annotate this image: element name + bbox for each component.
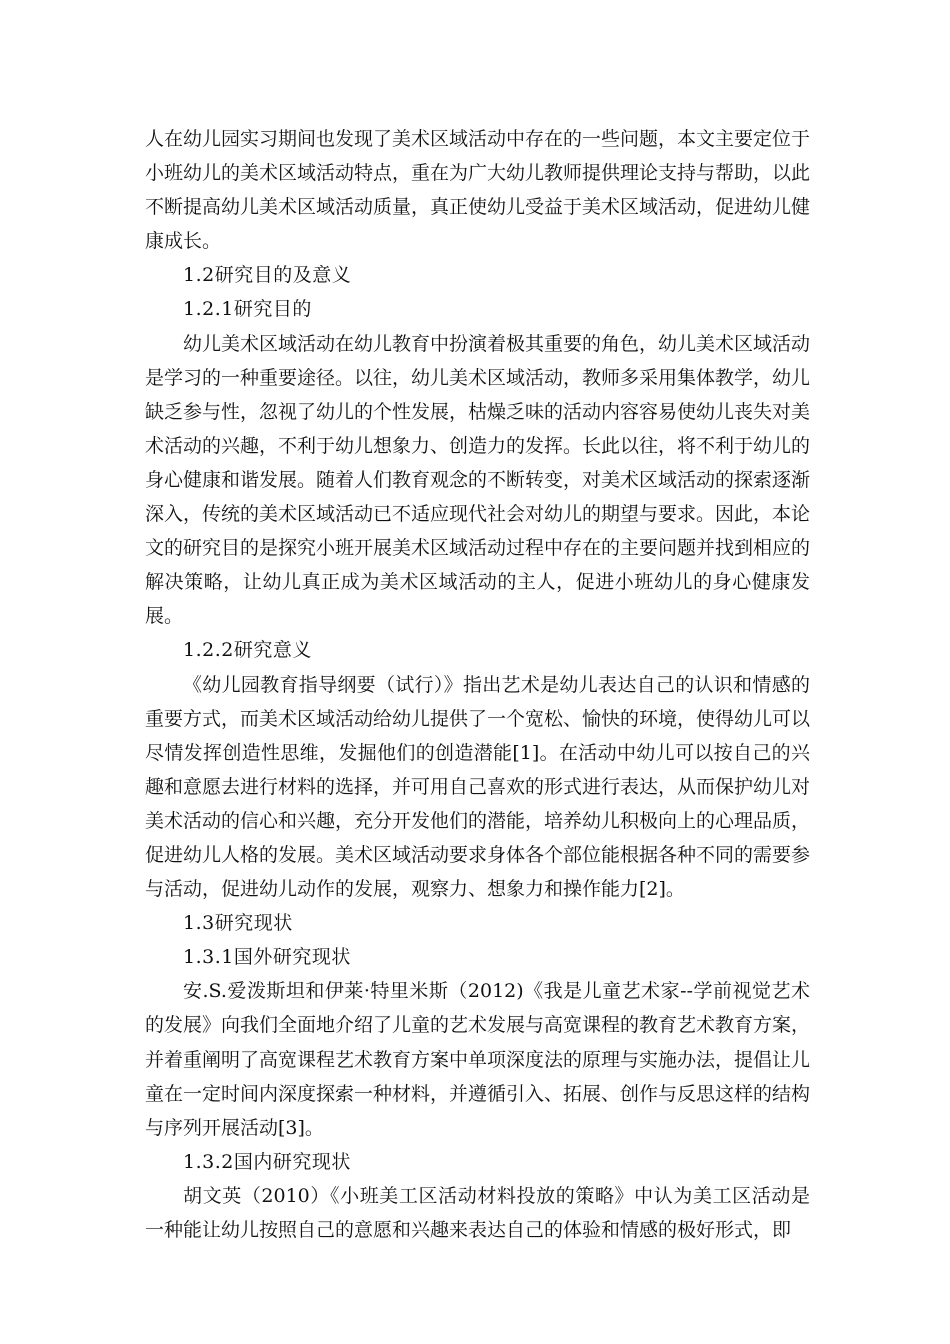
paragraph-intro-continued: 人在幼儿园实习期间也发现了美术区域活动中存在的一些问题，本文主要定位于小班幼儿的美术区域活动特点，重在为广大幼儿教师提供理论支持与帮助，以此不断提高幼儿美术区域活动质量，真正使幼儿受益于美术区域活动，促进幼儿健康成长。 <box>145 128 811 253</box>
paragraph-foreign-research: 安.S.爱泼斯坦和伊莱·特里米斯（2012)《我是儿童艺术家--学前视觉艺术的发展》向我们全面地介绍了儿童的艺术发展与高宽课程的教育艺术教育方案，并着重阐明了高宽课程艺术教育方案中单项深度法的原理与实施办法，提倡让儿童在一定时间内深度探索一种材料，并遵循引入、拓展、创作与反思这样的结构与序列开展活动[3]。 <box>145 980 811 1139</box>
paragraph-research-significance: 《幼儿园教育指导纲要（试行）》指出艺术是幼儿表达自己的认识和情感的重要方式，而美术区域活动给幼儿提供了一个宽松、愉快的环境，使得幼儿可以尽情发挥创造性思维，发掘他们的创造潜能[1]。在活动中幼儿可以按自己的兴趣和意愿去进行材料的选择，并可用自己喜欢的形式进行表达，从而保护幼儿对美术活动的信心和兴趣，充分开发他们的潜能，培养幼儿积极向上的心理品质，促进幼儿人格的发展。美术区域活动要求身体各个部位能根据各种不同的需要参与活动，促进幼儿动作的发展，观察力、想象力和操作能力[2]。 <box>145 673 811 901</box>
heading-1-3-2: 1.3.2国内研究现状 <box>183 1150 351 1173</box>
paragraph-research-purpose: 幼儿美术区域活动在幼儿教育中扮演着极其重要的角色，幼儿美术区域活动是学习的一种重要途径。以往，幼儿美术区域活动，教师多采用集体教学，幼儿缺乏参与性，忽视了幼儿的个性发展，枯燥乏味的活动内容容易使幼儿丧失对美术活动的兴趣，不利于幼儿想象力、创造力的发挥。长此以往，将不利于幼儿的身心健康和谐发展。随着人们教育观念的不断转变，对美术区域活动的探索逐渐深入，传统的美术区域活动已不适应现代社会对幼儿的期望与要求。因此，本论文的研究目的是探究小班开展美术区域活动过程中存在的主要问题并找到相应的解决策略，让幼儿真正成为美术区域活动的主人，促进小班幼儿的身心健康发展。 <box>145 332 811 628</box>
heading-1-2-2: 1.2.2研究意义 <box>183 639 312 662</box>
heading-1-2: 1.2研究目的及意义 <box>183 264 352 287</box>
heading-1-3: 1.3研究现状 <box>183 912 293 935</box>
paragraph-domestic-research: 胡文英（2010）《小班美工区活动材料投放的策略》中认为美工区活动是一种能让幼儿按照自己的意愿和兴趣来表达自己的体验和情感的极好形式，即 <box>145 1184 810 1241</box>
heading-1-2-1: 1.2.1研究目的 <box>183 298 312 321</box>
heading-1-3-1: 1.3.1国外研究现状 <box>183 946 351 969</box>
document-body <box>145 122 810 1247</box>
